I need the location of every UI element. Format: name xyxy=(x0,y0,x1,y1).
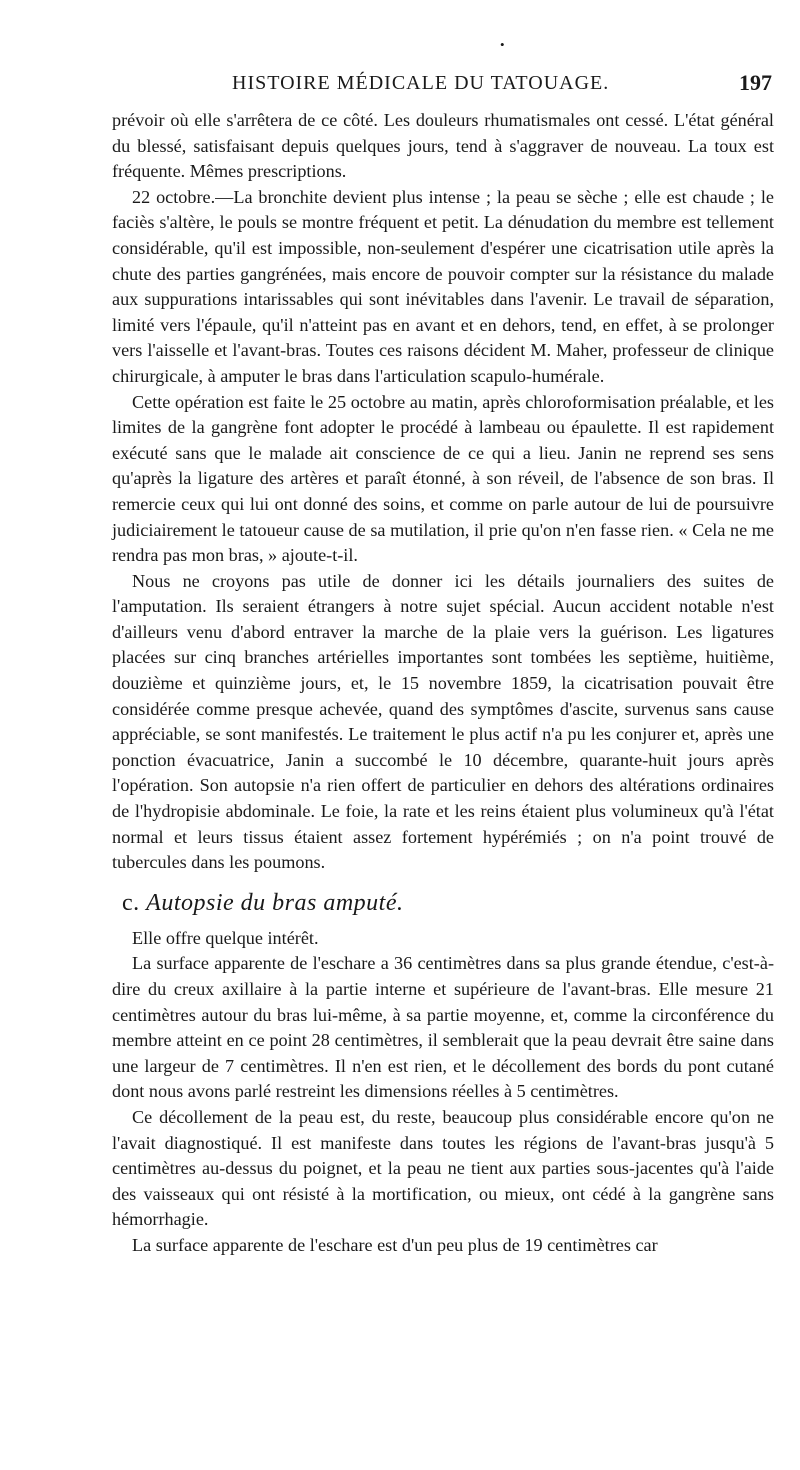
section-title: Autopsie du bras amputé. xyxy=(146,889,404,916)
section-heading xyxy=(112,889,774,917)
page-header xyxy=(112,70,772,100)
paragraph: La surface apparente de l'eschare a 36 centimètres dans sa plus grande étendue, c'est-à-dire du creux axillaire à la partie interne et supérieure de l'avant-bras. Elle mesure 21 centimètres autour du bras lui-même, à sa partie moyenne, et, comme la circonférence du membre atteint en ce point 28 centimètres, il semblerait que la peau devrait être saine dans une largeur de 7 centimètres. Il n'en est rien, et le décollement des bords du pont cutané dont nous avons parlé restreint les dimensions réelles à 5 centimètres. xyxy=(112,953,774,1102)
running-title: HISTOIRE MÉDICALE DU TATOUAGE. xyxy=(232,72,610,94)
page-number: 197 xyxy=(739,70,772,95)
paragraph: prévoir où elle s'arrêtera de ce côté. Les douleurs rhumatismales ont cessé. L'état général du blessé, satisfaisant depuis quelques jours, tend à s'aggraver de nouveau. La toux est fréquente. Mêmes prescriptions. xyxy=(112,110,774,182)
body-text xyxy=(112,108,774,1259)
section-letter: c. xyxy=(122,889,140,916)
ink-mark: • xyxy=(500,37,505,52)
paragraph: La surface apparente de l'eschare est d'un peu plus de 19 centimètres car xyxy=(132,1234,658,1255)
paragraph: Ce décollement de la peau est, du reste, beaucoup plus considérable encore qu'on ne l'avait diagnostiqué. Il est manifeste dans toutes les régions de l'avant-bras jusqu'à 5 centimètres au-dessus du poignet, et la peau ne tient aux parties sous-jacentes qu'à l'aide des vaisseaux qui ont résisté à la mortification, ou mieux, ont cédé à la gangrène sans hémorrhagie. xyxy=(112,1106,774,1230)
paragraph: Nous ne croyons pas utile de donner ici les détails journaliers des suites de l'amputation. Ils seraient étrangers à notre sujet spécial. Aucun accident notable n'est d'ailleurs venu d'abord entraver la marche de la plaie vers la guérison. Les ligatures placées sur cinq branches artérielles importantes sont tombées les septième, huitième, douzième et quinzième jours, et, le 15 novembre 1859, la cicatrisation pouvait être considérée comme presque achevée, quand des symptômes d'ascite, survenus sans cause appréciable, se sont manifestés. Le traitement le plus actif n'a pu les conjurer et, après une ponction évacuatrice, Janin a succombé le 10 décembre, quarante-huit jours après l'opération. Son autopsie n'a rien offert de particulier en dehors des altérations ordinaires de l'hydropisie abdominale. Le foie, la rate et les reins étaient plus volumineux qu'à l'état normal et leurs tissus étaient assez fortement hypérémiés ; on n'a point trouvé de tubercules dans les poumons. xyxy=(112,570,774,873)
paragraph: Elle offre quelque intérêt. xyxy=(132,927,319,948)
paragraph: Cette opération est faite le 25 octobre au matin, après chloroformisation préalable, et les limites de la gangrène font adopter le procédé à lambeau ou épaulette. Il est rapidement exécuté sans que le malade ait conscience de ce qui a lieu. Janin ne reprend ses sens qu'après la ligature des artères et paraît étonné, à son réveil, de l'absence de son bras. Il remercie ceux qui lui ont donné des soins, et comme on parle autour de lui de poursuivre judiciairement le tatoueur cause de sa mutilation, il prie qu'on n'en fasse rien. « Cela ne me rendra pas mon bras, » ajoute-t-il. xyxy=(112,391,774,566)
paragraph: 22 octobre.—La bronchite devient plus intense ; la peau se sèche ; elle est chaude ; le faciès s'altère, le pouls se montre fréquent et petit. La dénudation du membre est tellement considérable, qu'il est impossible, non-seulement d'espérer une cicatrisation utile après la chute des parties gangrénées, mais encore de pouvoir compter sur la résistance du malade aux suppurations intarissables qui sont inévitables dans l'avenir. Le travail de séparation, limité vers l'épaule, qu'il n'atteint pas en avant et en dehors, tend, en effet, à se prolonger vers l'aisselle et l'avant-bras. Toutes ces raisons décident M. Maher, professeur de clinique chirurgicale, à amputer le bras dans l'articulation scapulo-humérale. xyxy=(112,186,774,386)
